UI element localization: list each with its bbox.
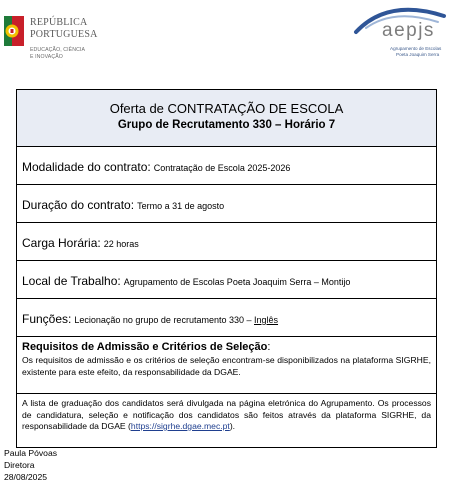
signature-date: 28/08/2025 bbox=[4, 472, 48, 482]
local-label: Local de Trabalho: bbox=[22, 274, 121, 288]
aepjs-subtext-line2: Poeta Joaquim Serra bbox=[396, 52, 440, 57]
portugal-emblem-icon bbox=[4, 14, 26, 48]
funcoes-label: Funções: bbox=[22, 312, 72, 326]
carga-value: 22 horas bbox=[103, 239, 139, 249]
lista-text: A lista de graduação dos candidatos será divulgada na página eletrónica do Agrupamento. Os processos de candidatura, seleção e notificação dos candidatos são feitos através da plataforma SIGRHE, da responsabilidade da DGAE ( bbox=[22, 398, 431, 431]
modalidade-row bbox=[17, 147, 436, 185]
local-value: Agrupamento de Escolas Poeta Joaquim Serra – Montijo bbox=[123, 277, 351, 287]
sigrhe-link[interactable]: https://sigrhe.dgae.mec.pt bbox=[130, 421, 230, 431]
modalidade-value: Contratação de Escola 2025-2026 bbox=[153, 163, 291, 173]
document-title: Oferta de CONTRATAÇÃO DE ESCOLA bbox=[109, 101, 344, 116]
duracao-value: Termo a 31 de agosto bbox=[137, 201, 225, 211]
signatory-role: Diretora bbox=[4, 460, 35, 470]
funcoes-subject: Inglês bbox=[254, 315, 279, 325]
requisitos-text: Os requisitos de admissão e os critérios de seleção encontram-se disponibilizados na plataforma SIGRHE, existente para este efeito, da responsabilidade da DGAE. bbox=[22, 355, 431, 377]
republica-portuguesa-logo bbox=[4, 12, 114, 64]
requisitos-row bbox=[17, 337, 436, 394]
aepjs-subtext-line1: Agrupamento de Escolas bbox=[390, 46, 442, 51]
lista-row bbox=[17, 394, 436, 448]
aepjs-logo bbox=[348, 2, 448, 70]
modalidade-label: Modalidade do contrato: bbox=[22, 160, 151, 174]
requisitos-heading: Requisitos de Admissão e Critérios de Seleção bbox=[22, 341, 268, 353]
document-subtitle: Grupo de Recrutamento 330 – Horário 7 bbox=[117, 119, 336, 131]
duracao-row bbox=[17, 185, 436, 223]
logo-subtext-line2: E INOVAÇÃO bbox=[30, 54, 63, 60]
signatory-name: Paula Póvoas bbox=[4, 448, 58, 458]
funcoes-value: Lecionação no grupo de recrutamento 330 – bbox=[74, 315, 254, 325]
carga-label: Carga Horária: bbox=[22, 236, 101, 250]
duracao-label: Duração do contrato: bbox=[22, 198, 135, 212]
logo-text-line2: PORTUGUESA bbox=[30, 29, 98, 40]
funcoes-row bbox=[17, 299, 436, 337]
requisitos-heading-colon: : bbox=[267, 341, 271, 353]
aepjs-wordmark: aepjs bbox=[382, 20, 435, 41]
logo-subtext-line1: EDUCAÇÃO, CIÊNCIA bbox=[30, 47, 86, 53]
logo-text-line1: REPÚBLICA bbox=[30, 17, 88, 28]
carga-row bbox=[17, 223, 436, 261]
local-row bbox=[17, 261, 436, 299]
lista-text-end: ). bbox=[229, 421, 236, 431]
offer-table bbox=[16, 89, 437, 448]
title-row bbox=[17, 90, 436, 147]
